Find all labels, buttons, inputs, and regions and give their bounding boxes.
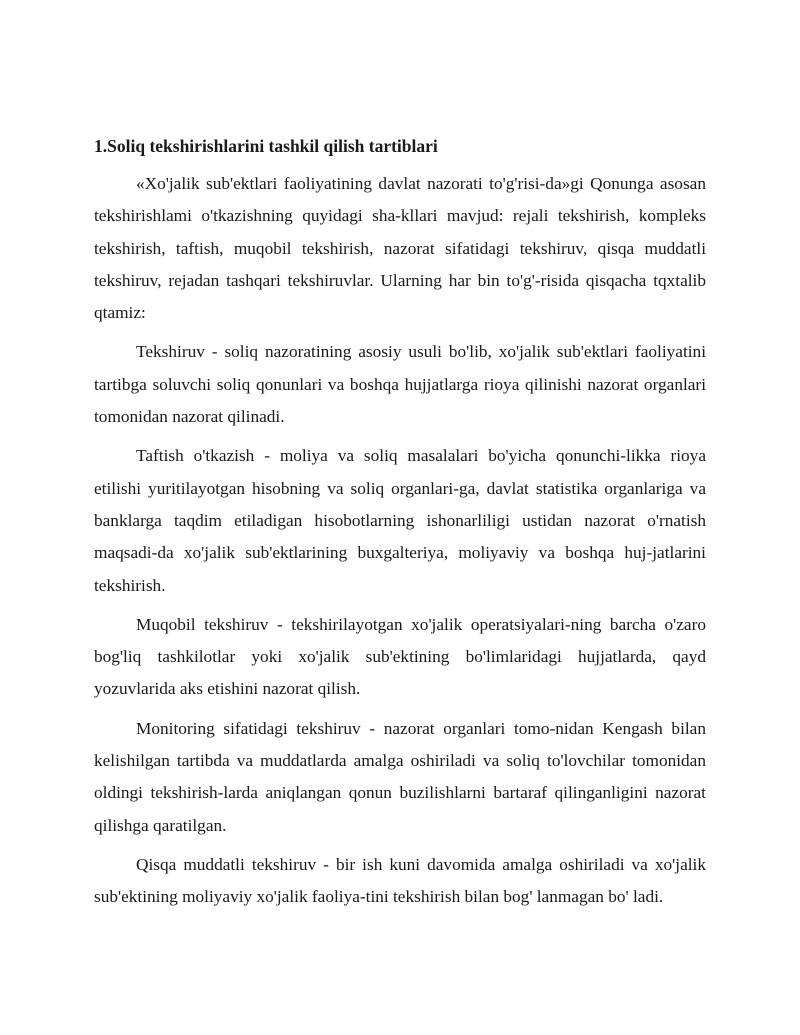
paragraph-intro: «Xo'jalik sub'ektlari faoliyatining davlat nazorati to'g'risi-da»gi Qonunga asosan tekshirishlami o'tkazishning quyidagi sha-kllari mavjud: rejali tekshirish, kompleks tekshirish, taftish, muqobil tekshirish, nazorat sifatidagi tekshiruv, qisqa muddatli tekshiruv, rejadan tashqari tekshiruvlar. Ularning har bin to'g'-risida qisqacha tqxtalib qtamiz: bbox=[94, 174, 706, 323]
section-heading: 1.Soliq tekshirishlarini tashkil qilish tartiblari bbox=[94, 136, 438, 156]
document-page bbox=[94, 131, 706, 921]
paragraph-monitoring: Monitoring sifatidagi tekshiruv - nazorat organlari tomo-nidan Kengash bilan kelishilgan tartibda va muddatlarda amalga oshiriladi va soliq to'lovchilar tomonidan oldingi tekshirish-larda aniqlangan qonun buzilishlarni bartaraf qilinganligini nazorat qilishga qaratilgan. bbox=[94, 718, 706, 835]
paragraph-qisqa-muddatli: Qisqa muddatli tekshiruv - bir ish kuni davomida amalga oshiriladi va xo'jalik sub'ektining moliyaviy xo'jalik faoliya-tini tekshirish bilan bog' lanmagan bo' ladi. bbox=[94, 854, 706, 907]
paragraph-muqobil: Muqobil tekshiruv - tekshirilayotgan xo'jalik operatsiyalari-ning barcha o'zaro bog'liq tashkilotlar yoki xo'jalik sub'ektining bo'limlaridagi hujjatlarda, qayd yozuvlarida aks etishini nazorat qilish. bbox=[94, 614, 706, 699]
paragraph-tekshiruv: Tekshiruv - soliq nazoratining asosiy usuli bo'lib, xo'jalik sub'ektlari faoliyatini tartibga soluvchi soliq qonunlari va boshqa hujjatlarga rioya qilinishi nazorat organlari tomonidan nazorat qilinadi. bbox=[94, 342, 706, 427]
paragraph-taftish: Taftish o'tkazish - moliya va soliq masalalari bo'yicha qonunchi-likka rioya etilishi yuritilayotgan hisobning va soliq organlari-ga, davlat statistika organlariga va banklarga taqdim etiladigan hisobotlarning ishonarliligi ustidan nazorat o'rnatish maqsadi-da xo'jalik sub'ektlarining buxgalteriya, moliyaviy va boshqa huj-jatlarini tekshirish. bbox=[94, 446, 706, 595]
